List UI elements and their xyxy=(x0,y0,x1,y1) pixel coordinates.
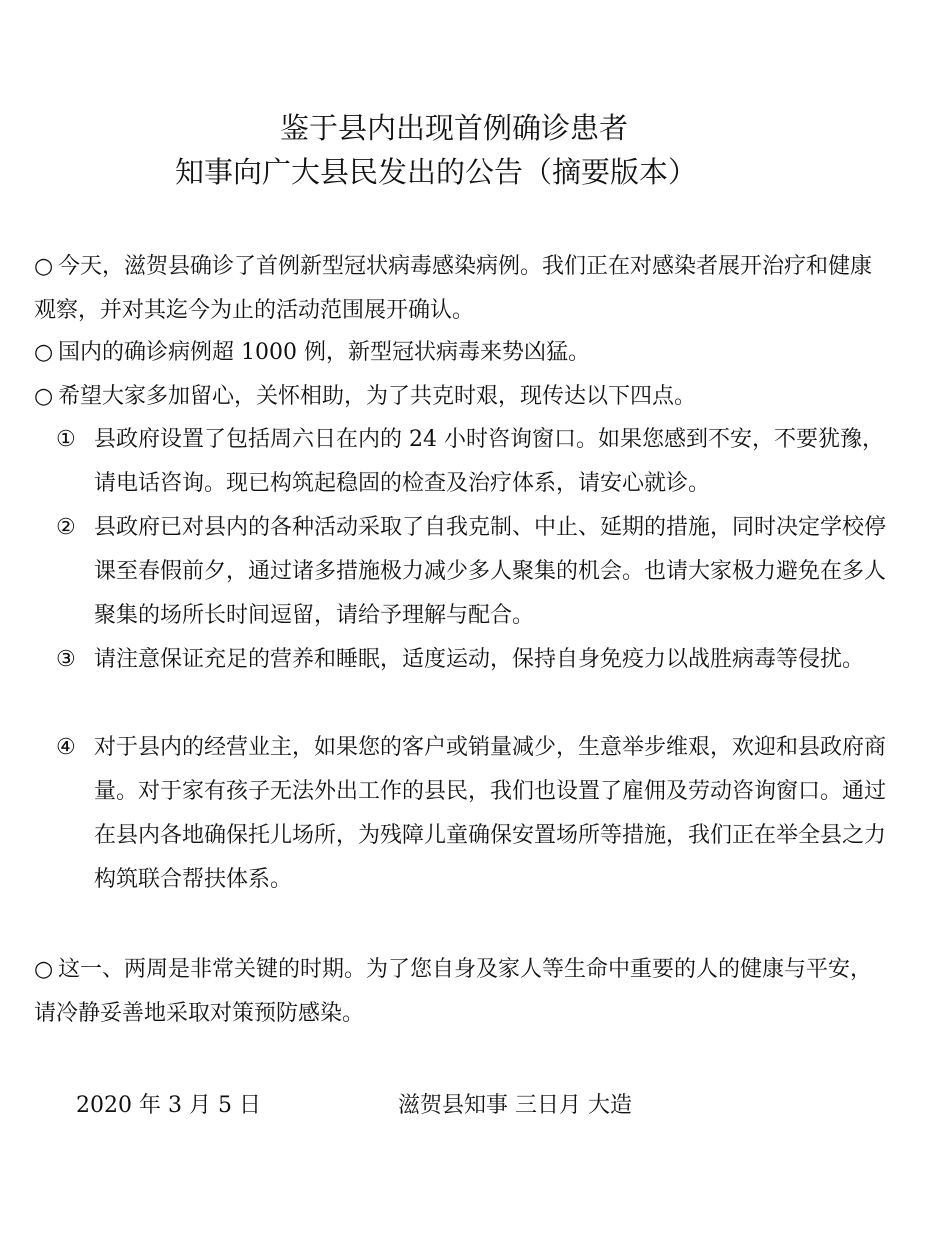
item-number: ② xyxy=(56,515,76,540)
list-item-1 xyxy=(56,418,886,506)
title-line-2: 知事向广大县民发出的公告（摘要版本） xyxy=(175,155,698,189)
circle-bullet-icon: ○ xyxy=(34,957,54,982)
list-item-3 xyxy=(56,638,886,682)
paragraph-text: 今天，滋贺县确诊了首例新型冠状病毒感染病例。我们正在对感染者展开治疗和健康观察，并对其迄今为止的活动范围展开确认。 xyxy=(34,254,873,323)
circle-bullet-icon: ○ xyxy=(34,254,54,279)
paragraph-domestic-cases xyxy=(34,331,884,375)
item-number: ① xyxy=(56,427,76,452)
paragraph-text: 希望大家多加留心，关怀相助，为了共克时艰，现传达以下四点。 xyxy=(58,384,697,409)
circle-bullet-icon: ○ xyxy=(34,340,54,365)
item-number: ③ xyxy=(56,647,76,672)
paragraph-first-case xyxy=(34,245,884,333)
footer-signature: 滋贺县知事 三日月 大造 xyxy=(398,1093,632,1118)
title-line-1: 鉴于县内出现首例确诊患者 xyxy=(280,111,629,145)
footer-date: 2020 年 3 月 5 日 xyxy=(76,1093,261,1118)
paragraph-closing xyxy=(34,948,884,1036)
paragraph-text: 国内的确诊病例超 1000 例，新型冠状病毒来势凶猛。 xyxy=(58,340,590,365)
paragraph-four-points xyxy=(34,375,884,419)
item-text: 请注意保证充足的营养和睡眠，适度运动，保持自身免疫力以战胜病毒等侵扰。 xyxy=(94,647,865,672)
list-item-2 xyxy=(56,506,886,638)
item-number: ④ xyxy=(56,735,76,760)
item-text: 对于县内的经营业主，如果您的客户或销量减少，生意举步维艰，欢迎和县政府商量。对于家有孩子无法外出工作的县民，我们也设置了雇佣及劳动咨询窗口。通过在县内各地确保托儿场所，为残障儿童确保安置场所等措施，我们正在举全县之力构筑联合帮扶体系。 xyxy=(94,735,887,892)
circle-bullet-icon: ○ xyxy=(34,384,54,409)
list-item-4 xyxy=(56,726,886,902)
paragraph-text: 这一、两周是非常关键的时期。为了您自身及家人等生命中重要的人的健康与平安，请冷静妥善地采取对策预防感染。 xyxy=(34,957,873,1026)
item-text: 县政府已对县内的各种活动采取了自我克制、中止、延期的措施，同时决定学校停课至春假前夕，通过诸多措施极力减少多人聚集的机会。也请大家极力避免在多人聚集的场所长时间逗留，请给予理解与配合。 xyxy=(94,515,887,628)
item-text: 县政府设置了包括周六日在内的 24 小时咨询窗口。如果您感到不安，不要犹豫，请电话咨询。现已构筑起稳固的检查及治疗体系，请安心就诊。 xyxy=(94,427,884,496)
